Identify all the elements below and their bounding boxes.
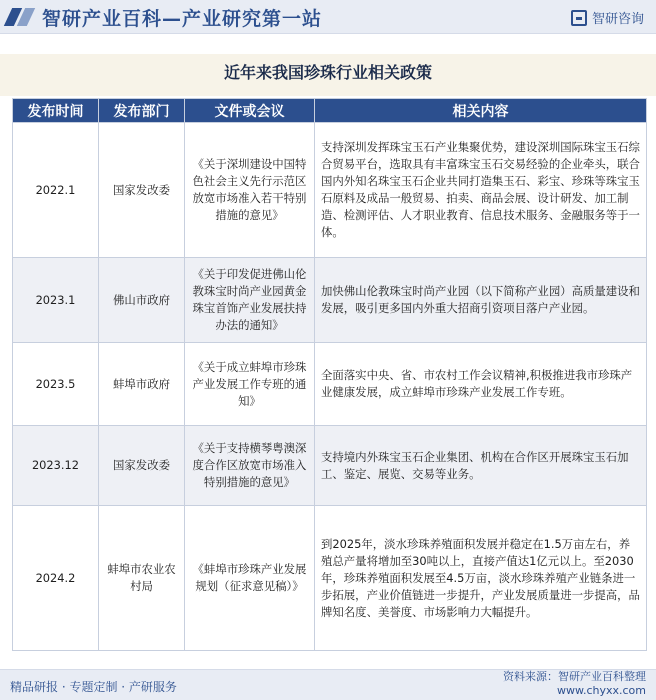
cell-content: 支持境内外珠宝玉石企业集团、机构在合作区开展珠宝玉石加工、鉴定、展览、交易等业务。 xyxy=(315,426,647,506)
column-header-content: 相关内容 xyxy=(315,99,647,123)
source-note: 资料来源：智研产业百科整理 xyxy=(503,670,646,683)
cell-dept: 蚌埠市政府 xyxy=(99,343,185,426)
brand-name: 智研咨询 xyxy=(591,12,644,27)
column-header-date: 发布时间 xyxy=(13,99,99,123)
cell-content: 支持深圳发挥珠宝玉石产业集聚优势，建设深圳国际珠宝玉石综合贸易平台，选取具有丰富珠宝玉石交易经验的企业牵头，联合国内外知名珠宝玉石企业共同打造集玉石、彩宝、珍珠等珠宝玉石原料及成品一般贸易、拍卖、商品会展、设计研发、加工制造、检测评估、人才职业教育、信息技术服务、金融服务等于一体。 xyxy=(315,123,647,258)
cell-date: 2023.5 xyxy=(13,343,99,426)
table-row xyxy=(13,426,647,506)
cell-content: 全面落实中央、省、市农村工作会议精神,积极推进我市珍珠产业健康发展，成立蚌埠市珍珠产业发展工作专班。 xyxy=(315,343,647,426)
table-row xyxy=(13,123,647,258)
page-footer xyxy=(0,669,656,700)
footer-slogan: 精品研报 · 专题定制 · 产研服务 xyxy=(10,680,177,694)
cell-date: 2024.2 xyxy=(13,506,99,651)
page-header xyxy=(0,0,656,34)
cell-content: 到2025年，淡水珍珠养殖面积发展并稳定在1.5万亩左右，养殖总产量将增加至30吨以上，直接产值达1亿元以上。至2030年，珍珠养殖面积发展至4.5万亩，淡水珍珠养殖产业链条进一步拓展，产业价值链进一步提升，产业发展质量进一步提高，品牌知名度、美誉度、市场影响力大幅提升。 xyxy=(315,506,647,651)
cell-dept: 国家发改委 xyxy=(99,426,185,506)
cell-doc: 《关于成立蚌埠市珍珠产业发展工作专班的通知》 xyxy=(185,343,315,426)
cell-content: 加快佛山伦教珠宝时尚产业园（以下简称产业园）高质量建设和发展，吸引更多国内外重大招商引资项目落户产业园。 xyxy=(315,258,647,343)
cell-doc: 《蚌埠市珍珠产业发展规划（征求意见稿）》 xyxy=(185,506,315,651)
table-header-row xyxy=(13,99,647,123)
column-header-doc: 文件或会议 xyxy=(185,99,315,123)
cell-date: 2023.12 xyxy=(13,426,99,506)
cell-doc: 《关于印发促进佛山伦教珠宝时尚产业园黄金珠宝首饰产业发展扶持办法的通知》 xyxy=(185,258,315,343)
table-row xyxy=(13,343,647,426)
cell-doc: 《关于深圳建设中国特色社会主义先行示范区放宽市场准入若干特别措施的意见》 xyxy=(185,123,315,258)
brand-logo-icon xyxy=(571,10,587,26)
site-title: 智研产业百科—产业研究第一站 xyxy=(42,8,323,30)
source-url: www.chyxx.com xyxy=(556,684,646,697)
cell-date: 2022.1 xyxy=(13,123,99,258)
table-row xyxy=(13,506,647,651)
brand xyxy=(571,8,644,27)
cell-dept: 蚌埠市农业农村局 xyxy=(99,506,185,651)
header-logo-marks xyxy=(8,8,31,26)
cell-date: 2023.1 xyxy=(13,258,99,343)
cell-dept: 国家发改委 xyxy=(99,123,185,258)
column-header-dept: 发布部门 xyxy=(99,99,185,123)
table-row xyxy=(13,258,647,343)
cell-dept: 佛山市政府 xyxy=(99,258,185,343)
footer-source xyxy=(503,670,646,698)
policy-table xyxy=(12,98,647,651)
table-title: 近年来我国珍珠行业相关政策 xyxy=(223,63,432,82)
cell-doc: 《关于支持横琴粤澳深度合作区放宽市场准入特别措施的意见》 xyxy=(185,426,315,506)
